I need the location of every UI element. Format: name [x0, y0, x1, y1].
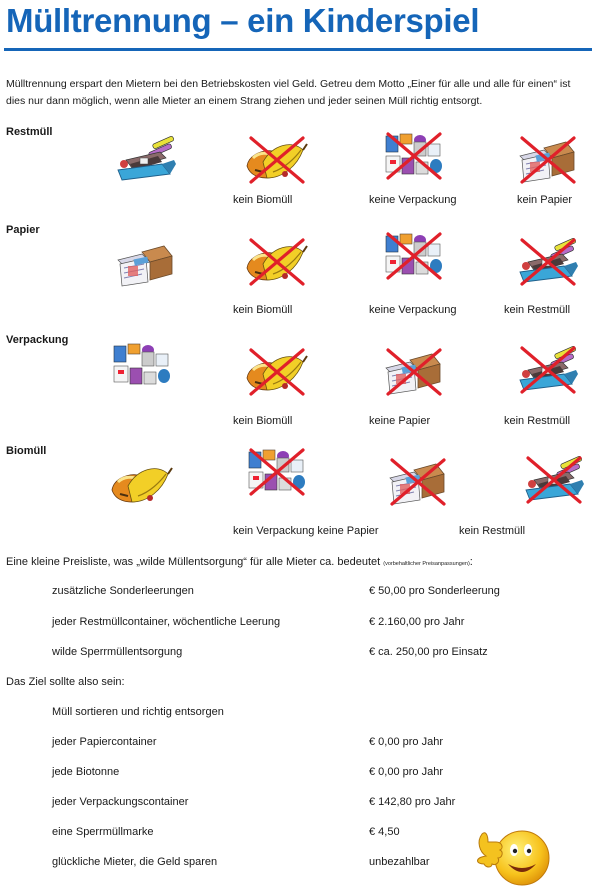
- caption: keine Papier: [369, 415, 431, 427]
- goal-intro: Das Ziel sollte also sein:: [6, 676, 125, 688]
- caption: kein Restmüll: [504, 304, 571, 316]
- goal-label: jede Biotonne: [52, 766, 120, 778]
- prices-intro: [6, 556, 473, 568]
- price-label: wilde Sperrmüllentsorgung: [52, 646, 183, 658]
- biomuell-crossed-icon: [243, 134, 309, 184]
- verpackung-crossed-icon: [380, 130, 446, 180]
- price-value: € 50,00 pro Sonderleerung: [369, 585, 500, 597]
- restmuell-crossed-icon: [520, 454, 586, 504]
- goal-value: € 0,00 pro Jahr: [369, 736, 443, 748]
- goal-label: jeder Papiercontainer: [52, 736, 157, 748]
- intro-paragraph: Mülltrennung erspart den Mietern bei den Betriebskosten viel Geld. Getreu dem Motto „Einer für alle und alle für einen“ ist dies nur dann möglich, wenn alle Mieter an einem Strang ziehen und jeder seinen Müll richtig entsorgt.: [6, 78, 571, 107]
- caption: keine Verpackung: [369, 194, 457, 206]
- papier-crossed-icon: [514, 134, 580, 184]
- page-title: Mülltrennung – ein Kinderspiel: [6, 2, 480, 39]
- caption: kein Papier: [517, 194, 573, 206]
- category-label-papier: Papier: [6, 224, 40, 236]
- price-label: zusätzliche Sonderleerungen: [52, 585, 194, 597]
- goal-value: unbezahlbar: [369, 856, 430, 868]
- papier-crossed-icon: [384, 456, 450, 506]
- goal-label: jeder Verpackungscontainer: [52, 796, 189, 808]
- goal-label: glückliche Mieter, die Geld sparen: [52, 856, 218, 868]
- caption: kein Verpackung keine Papier: [233, 525, 379, 537]
- thumbs-up-smiley-icon: [466, 822, 552, 888]
- goal-label: eine Sperrmüllmarke: [52, 826, 154, 838]
- caption: keine Verpackung: [369, 304, 457, 316]
- goal-label: Müll sortieren und richtig entsorgen: [52, 706, 224, 718]
- restmuell-crossed-icon: [514, 236, 580, 286]
- biomuell-crossed-icon: [243, 236, 309, 286]
- verpackung-crossed-icon: [243, 446, 309, 496]
- verpackung-crossed-icon: [380, 230, 446, 280]
- papier-icon: [112, 238, 178, 288]
- caption: kein Biomüll: [233, 415, 293, 427]
- prices-note: (vorbehaltlicher Preisanpassungen): [383, 561, 470, 567]
- caption: kein Biomüll: [233, 194, 293, 206]
- category-label-verpackung: Verpackung: [6, 334, 69, 346]
- biomuell-crossed-icon: [243, 346, 309, 396]
- caption: kein Restmüll: [459, 525, 526, 537]
- restmuell-crossed-icon: [514, 344, 580, 394]
- price-value: € ca. 250,00 pro Einsatz: [369, 646, 488, 658]
- goal-value: € 142,80 pro Jahr: [369, 796, 456, 808]
- restmuell-icon: [112, 134, 178, 184]
- price-label: jeder Restmüllcontainer, wöchentliche Leerung: [52, 616, 281, 628]
- verpackung-icon: [108, 340, 174, 390]
- papier-crossed-icon: [380, 346, 446, 396]
- prices-colon: :: [469, 556, 473, 568]
- price-value: € 2.160,00 pro Jahr: [369, 616, 465, 628]
- prices-intro-text: Eine kleine Preisliste, was „wilde Müllentsorgung“ für alle Mieter ca. bedeutet: [6, 556, 381, 568]
- biomuell-icon: [108, 458, 174, 508]
- goal-value: € 4,50: [369, 826, 400, 838]
- category-label-biomuell: Biomüll: [6, 445, 47, 457]
- category-label-restmuell: Restmüll: [6, 126, 53, 138]
- caption: kein Restmüll: [504, 415, 571, 427]
- title-underline: [4, 48, 592, 51]
- goal-value: € 0,00 pro Jahr: [369, 766, 443, 778]
- caption: kein Biomüll: [233, 304, 293, 316]
